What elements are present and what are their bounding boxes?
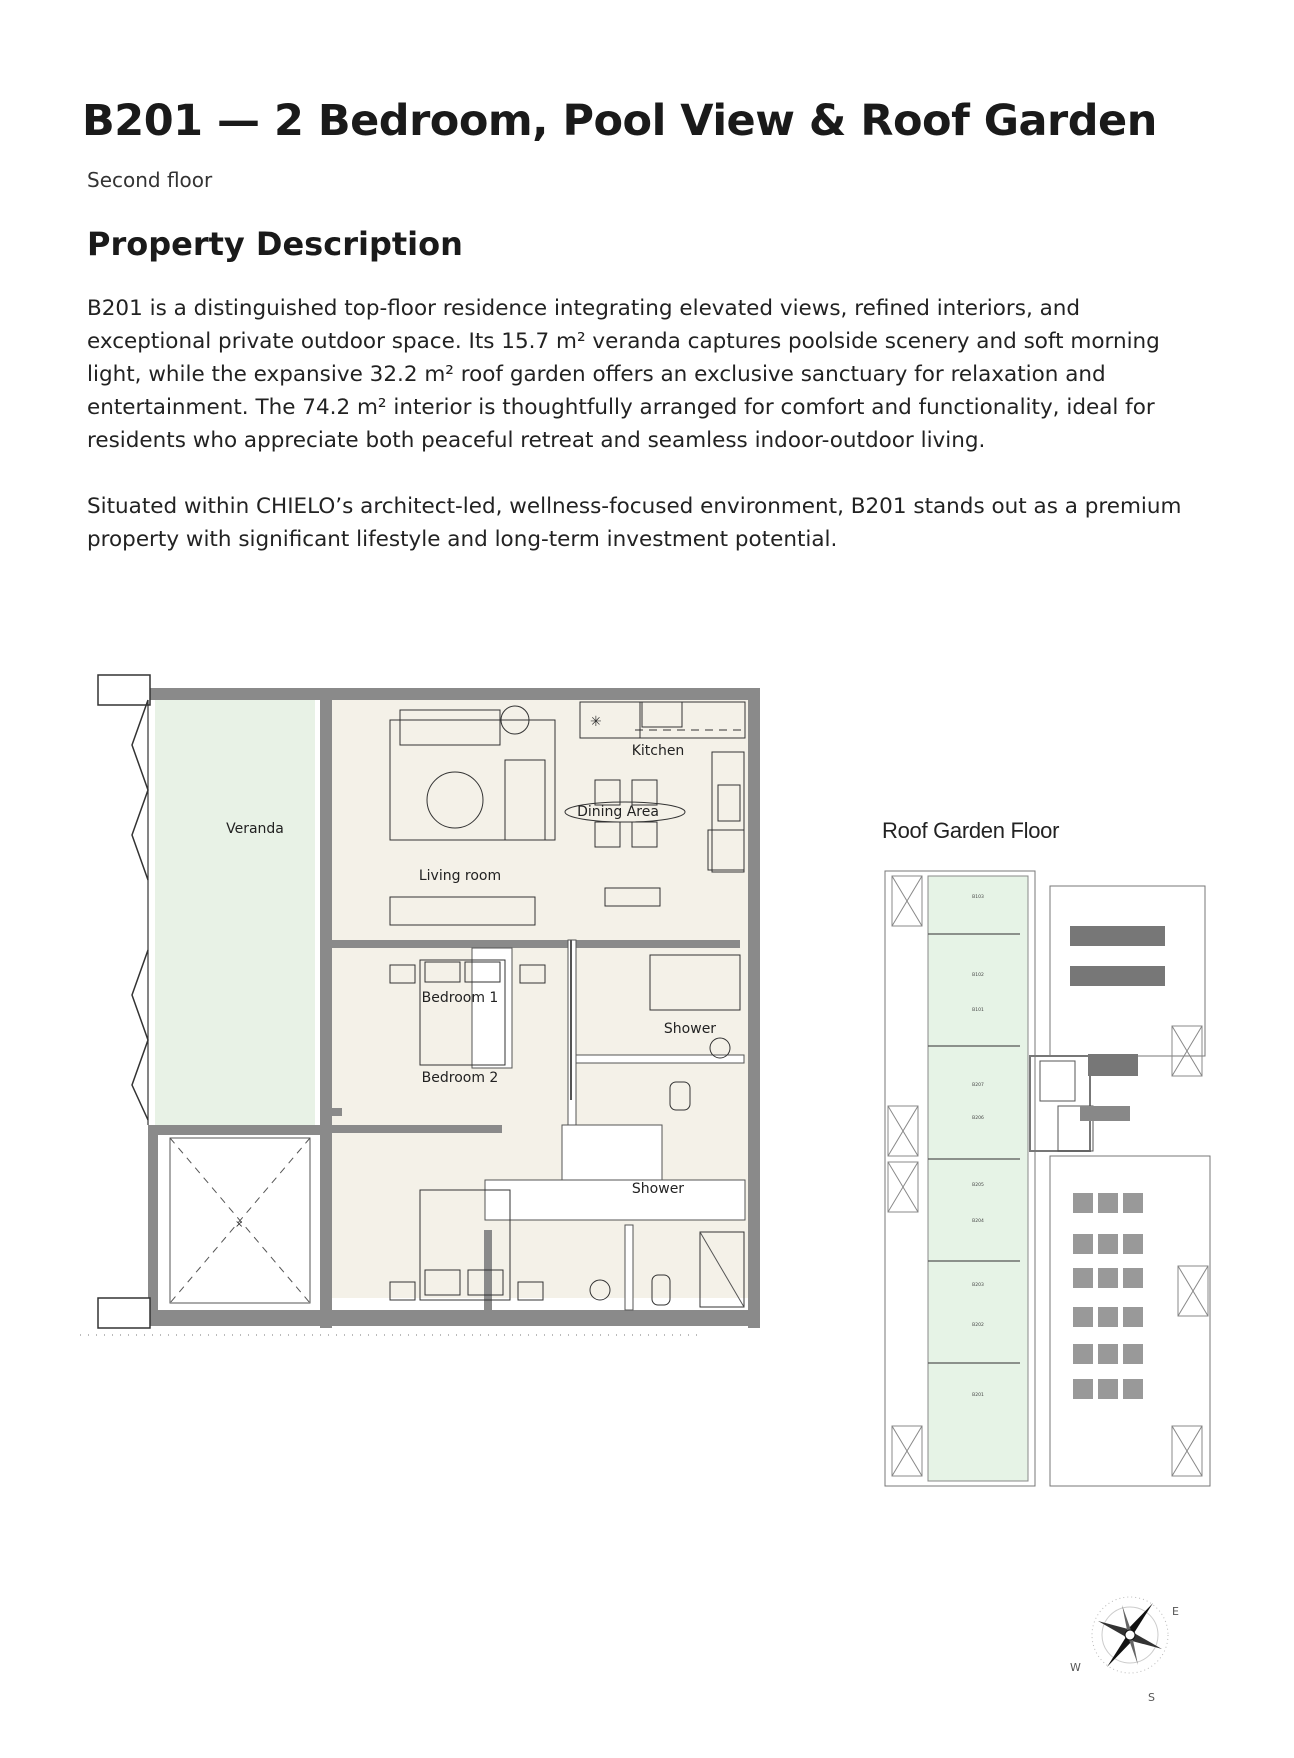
shower-2-label: Shower	[631, 1181, 685, 1197]
unit-tag: B204	[972, 1219, 984, 1224]
veranda-label: Veranda	[226, 821, 284, 837]
living-room-label: Living room	[418, 868, 502, 884]
kitchen-label: Kitchen	[631, 743, 685, 759]
bedroom-2-label: Bedroom 2	[421, 1070, 499, 1086]
bedroom-1-label: Bedroom 1	[421, 990, 499, 1006]
veranda-area	[155, 698, 315, 1130]
wall-roof-split	[148, 1125, 328, 1135]
compass-east: E	[1172, 1605, 1179, 1618]
roof-garden-floor-plan	[880, 866, 1220, 1496]
unit-tag: B103	[972, 895, 984, 900]
wall-bottom	[148, 1310, 760, 1326]
wall-top	[148, 688, 760, 700]
description-paragraph-2: Situated within CHIELO’s architect-led, wellness-focused environment, B201 stands out as a premium property with significant lifestyle and long-term investment potential.	[87, 494, 1182, 552]
units-strip	[928, 876, 1028, 1481]
shower-1-label: Shower	[663, 1021, 717, 1037]
wall-veranda-divider	[320, 688, 332, 1328]
unit-floor-plan	[80, 670, 780, 1390]
unit-tag: B205	[972, 1183, 984, 1188]
floor-label: Second floor	[87, 168, 213, 192]
compass-rose-icon	[1060, 1575, 1200, 1705]
compass-south: S	[1148, 1691, 1155, 1704]
page-title: B201 — 2 Bedroom, Pool View & Roof Garden	[82, 96, 1157, 146]
unit-tag: B207	[972, 1083, 984, 1088]
unit-tag: B203	[972, 1283, 984, 1288]
compass-west: W	[1070, 1661, 1081, 1674]
svg-text:×: ×	[235, 1219, 244, 1230]
unit-tag: B102	[972, 973, 984, 978]
section-heading: Property Description	[87, 225, 463, 263]
svg-text:✳: ✳	[590, 714, 602, 730]
unit-tag: B202	[972, 1323, 984, 1328]
unit-tag: B201	[972, 1393, 984, 1398]
unit-tag: B206	[972, 1116, 984, 1121]
unit-tag: B101	[972, 1008, 984, 1013]
dining-area-label: Dining Area	[577, 804, 659, 820]
wall-right	[748, 688, 760, 1328]
description-paragraph-1: B201 is a distinguished top-floor residence integrating elevated views, refined interiors, and exceptional private outdoor space. Its 15.7 m² veranda captures poolside scenery and soft morning light, while the expansive 32.2 m² roof garden offers an exclusive sanctuary for relaxation and entertainment. The 74.2 m² interior is thoughtfully arranged for comfort and functionality, ideal for residents who appreciate both peaceful retreat and seamless indoor-outdoor living.	[87, 296, 1160, 453]
roof-garden-floor-title: Roof Garden Floor	[882, 818, 1060, 843]
